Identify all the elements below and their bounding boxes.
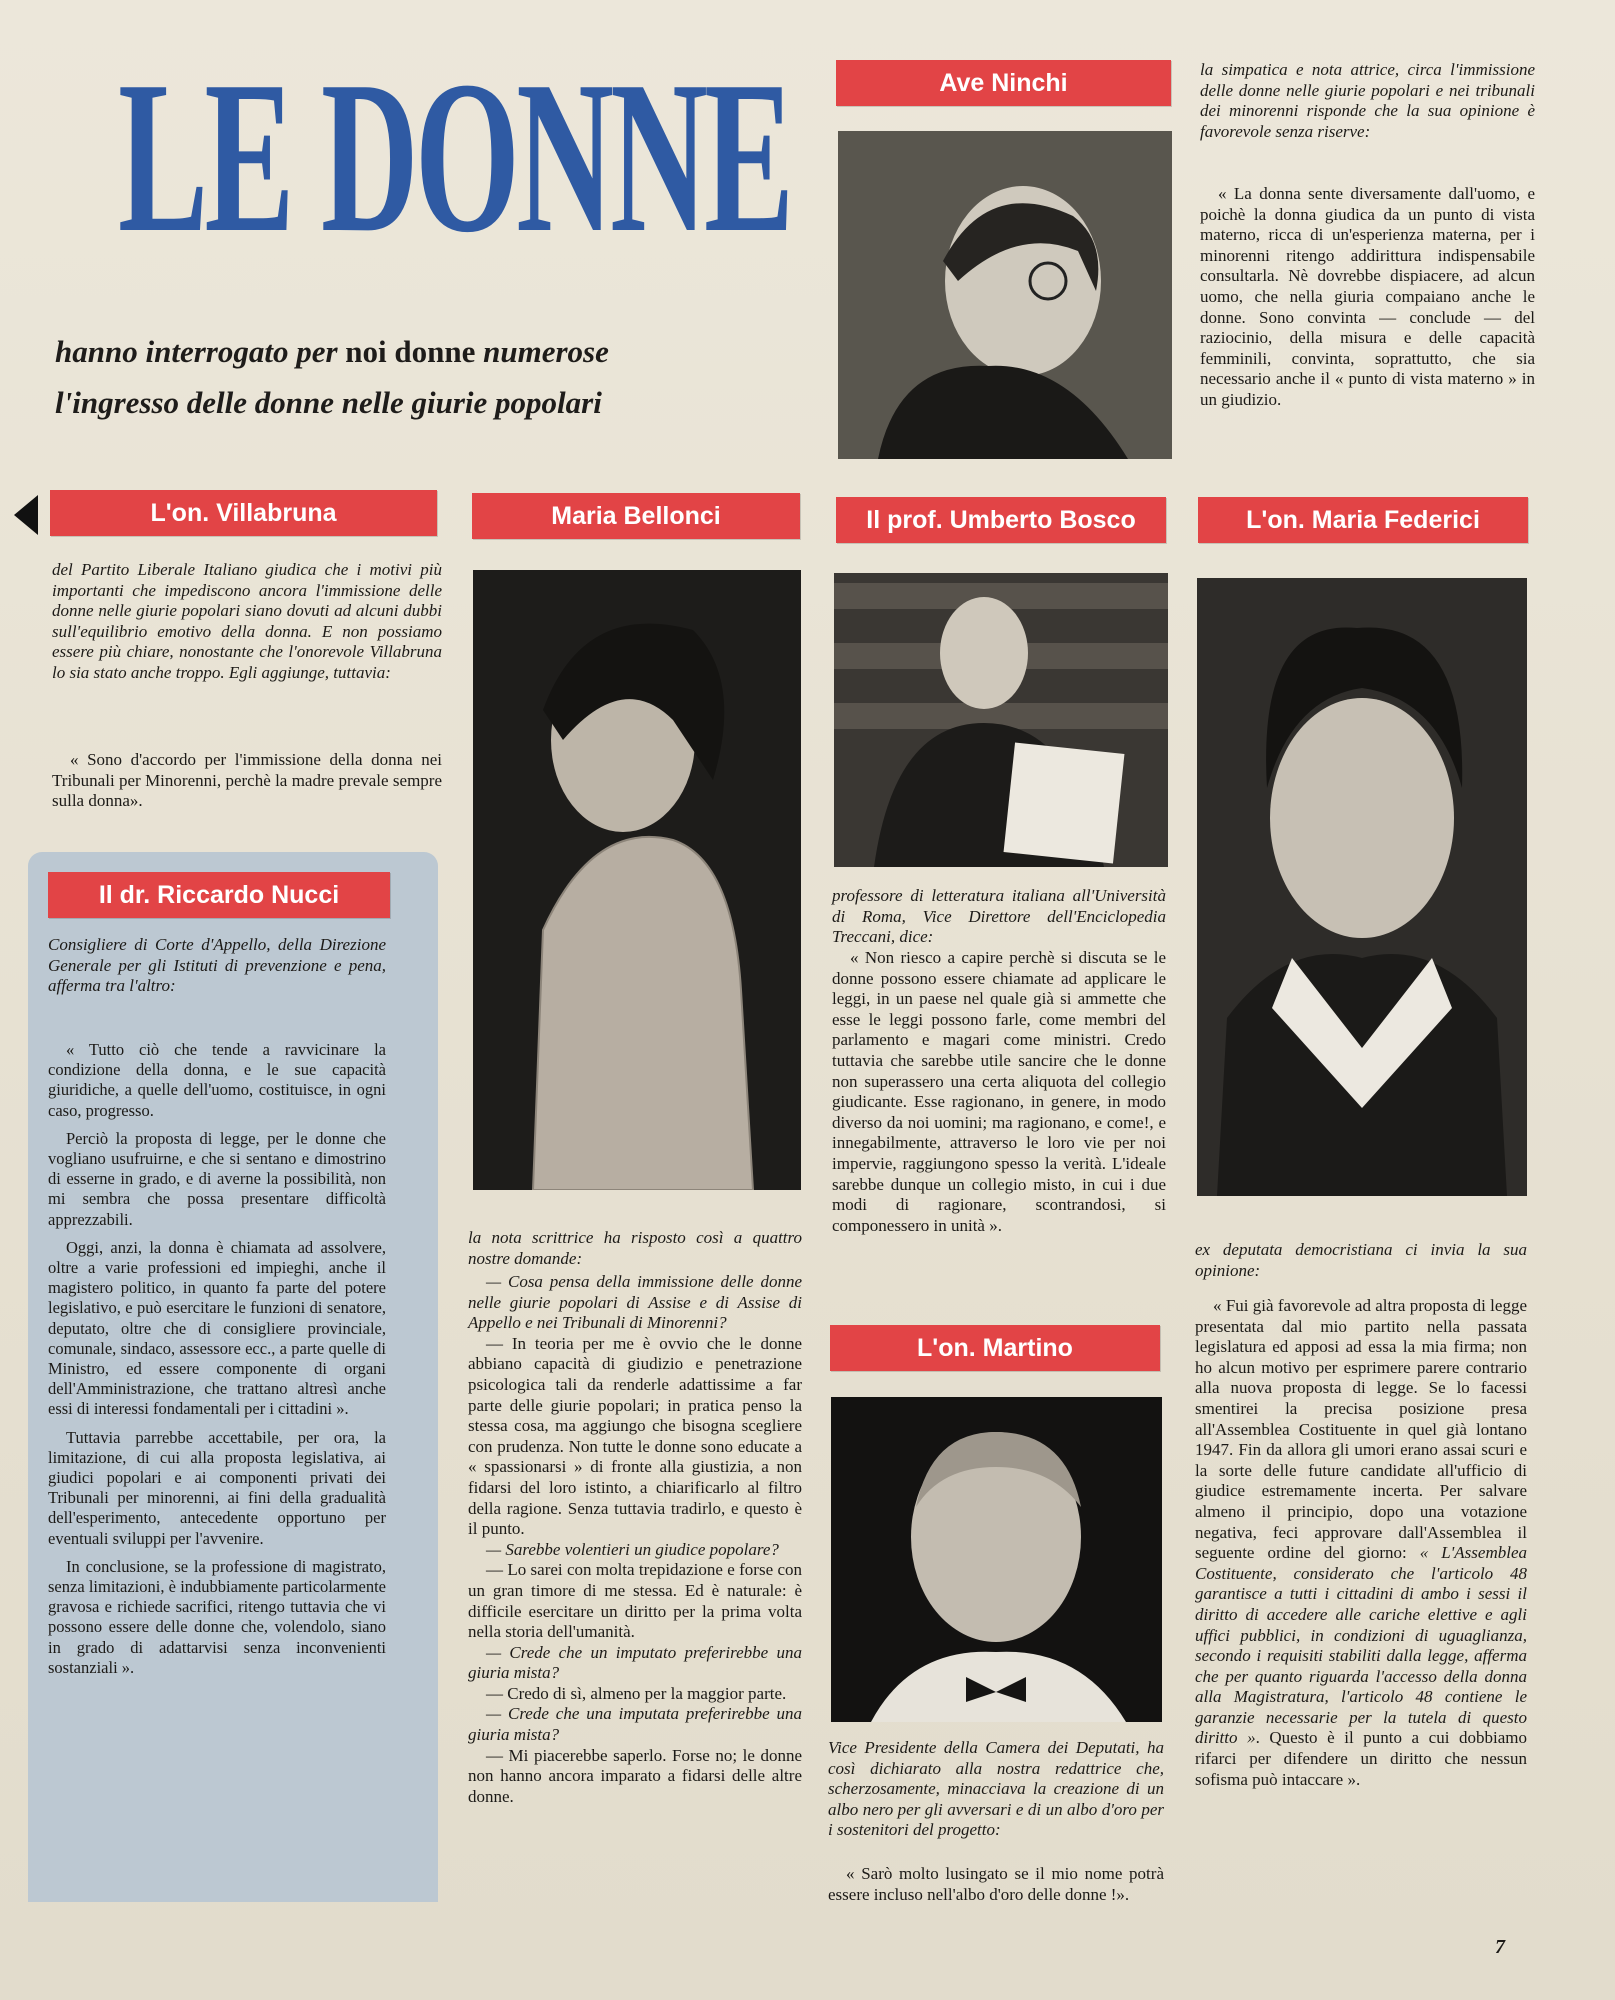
photo-maria-bellonci xyxy=(473,570,801,1190)
bosco-quote: « Non riesco a capire perchè si discuta se le donne possono essere chiamate ad applicare le leggi, in un paese nel quale già si ammette che esse le leggi possono farle, come membri del parlamento e magari come ministri. Credo tuttavia che sarebbe utile sancire che le donne non superassero una certa aliquota del collegio giudicante. Esse ragionano, in genere, in modo diverso da noi uomini; ma ragionano, e come!, e innegabilmente, attraverso le loro vie per noi impervie, raggiungono spesso la verità. L'ideale sarebbe dunque un collegio misto, in cui i due modi di ragionare, scontrandosi, si componessero in unità ». xyxy=(832,948,1166,1235)
photo-martino xyxy=(831,1397,1162,1722)
bellonci-question: — Cosa pensa della immissione delle donne nelle giurie popolari di Assise e di Assise di Appello e nei Tribunali di Minorenni? xyxy=(468,1272,802,1333)
nucci-paragraph: Tuttavia parrebbe accettabile, per ora, la limitazione, di cui alla proposta legislativa, ai giudici popolari e ai componenti privati dei Tribunali per minorenni, ai fini della gradualità dell'esperimento, antecedente opportuno per eventuali sviluppi per l'avvenire. xyxy=(48,1427,386,1548)
martino-quote: « Sarò molto lusingato se il mio nome potrà essere incluso nell'albo d'oro delle donne !». xyxy=(828,1864,1164,1904)
federici-order-of-day: « L'Assemblea Costituente, considerato che l'articolo 48 garantisce a tutti i cittadini di ambo i sessi il diritto di accedere alle cariche elettive e agli uffici pubblici, in condizioni di uguaglianza, secondo i requisiti stabiliti dalla legge, afferma che per quanto riguarda l'accesso della donna alla Magistratura, l'articolo 48 contiene le garanzie necessarie per la tutela di questo diritto » xyxy=(1195,1543,1527,1748)
bellonci-answer: — In teoria per me è ovvio che le donne abbiano capacità di giudizio e penetrazione psicologica tali da renderle adattissime a far parte delle giurie popolari; in pratica penso la stessa cosa, ma aggiungo che bisogna scegliere con prudenza. Non tutte le donne sono educate a « spassionarsi » di fronte alla giustizia, a non fidarsi del loro istinto, a chiarificarlo al filtro della ragione. Senza tuttavia tradirlo, e questo è il punto. xyxy=(468,1333,802,1539)
federici-quote-part: « Fui già favorevole ad altra proposta di legge presentata dal mio partito nella passata legislatura ed apposi ad essa la mia firma; non ho alcun motivo per esprimere parere contrario alla nuova proposta di legge. Se lo facessi smentirei la precisa posizione presa all'Assemblea Costituente in quel già lontano 1947. Fin da allora gli umori erano assai scuri e la sorte delle future candidate all'ufficio di giudice estremamente incerta. Per salvare almeno il principio, dopo una votazione negativa, feci approvare dall'Assemblea il seguente ordine del giorno: xyxy=(1195,1296,1527,1563)
federici-portrait xyxy=(1197,578,1527,1196)
ninchi-intro: la simpatica e nota attrice, circa l'immissione delle donne nelle giurie popolari e nei tribunali dei minorenni risponde che la sua opinione è favorevole senza riserve: xyxy=(1200,60,1535,141)
bosco-intro: professore di letteratura italiana all'Università di Roma, Vice Direttore dell'Enciclopedia Treccani, dice: xyxy=(832,886,1166,947)
bellonci-question: — Crede che una imputata preferirebbe una giuria mista? xyxy=(468,1704,802,1745)
banner-ave-ninchi: Ave Ninchi xyxy=(836,60,1171,106)
banner-riccardo-nucci: Il dr. Riccardo Nucci xyxy=(48,872,390,918)
nucci-intro: Consigliere di Corte d'Appello, della Direzione Generale per gli Istituti di prevenzione e pena, afferma tra l'altro: xyxy=(48,935,386,996)
nucci-paragraph: « Tutto ciò che tende a ravvicinare la condizione della donna, e le sue capacità giuridiche, a quelle dell'uomo, costituisce, in ogni caso, progresso. xyxy=(48,1040,386,1120)
photo-umberto-bosco xyxy=(834,573,1168,867)
bellonci-answer: — Credo di sì, almeno per la maggior parte. xyxy=(486,1683,787,1703)
banner-maria-bellonci: Maria Bellonci xyxy=(472,493,800,539)
nucci-paragraph: In conclusione, se la professione di magistrato, senza limitazioni, è indubbiamente particolarmente gravosa e richiede sacrifici, ritengo tuttavia che vi possono essere delle donne che, volendolo, siano in grado di adattarvisi senza inconvenienti sostanziali ». xyxy=(48,1556,386,1677)
federici-intro: ex deputata democristiana ci invia la sua opinione: xyxy=(1195,1240,1527,1280)
bellonci-intro: la nota scrittrice ha risposto così a quattro nostre domande: xyxy=(468,1228,802,1268)
photo-maria-federici xyxy=(1197,578,1527,1196)
subtitle-line-1 xyxy=(55,334,815,370)
bosco-portrait xyxy=(834,573,1168,867)
federici-quote-end: . Questo è il punto a cui dobbiamo rifarci per difendere un diritto che nessun sofisma può intaccare ». xyxy=(1195,1728,1527,1789)
headline: LE DONNE xyxy=(118,37,791,278)
nucci-paragraph: Oggi, anzi, la donna è chiamata ad assolvere, oltre a varie professioni ed impieghi, anche il magistero politico, in quanto fa parte del potere legislativo, e può esercitare le funzioni di senatore, deputato, oltre che di consigliere provinciale, comunale, sindaco, assessore ecc., a parte quelle di Ministro, ed essere componente di organi dell'Amministrazione, che trattano altresì anche essi di interessi fondamentali per i cittadini ». xyxy=(48,1237,386,1419)
subtitle-line-2: l'ingresso delle donne nelle giurie popolari xyxy=(55,385,602,420)
subtitle-part-a: hanno interrogato per xyxy=(55,334,346,369)
bellonci-answer: — Lo sarei con molta trepidazione e forse con un gran timore di me stessa. Ed è naturale: è difficile esercitare un diritto per la prima volta nella storia dell'umanità. xyxy=(468,1560,802,1642)
martino-intro: Vice Presidente della Camera dei Deputati, ha così dichiarato alla nostra redattrice che, scherzosamente, minacciava la creazione di un albo nero per gli avversari e di un albo d'oro per i sostenitori del progetto: xyxy=(828,1738,1164,1840)
nucci-body xyxy=(48,1032,386,1678)
banner-villabruna: L'on. Villabruna xyxy=(50,490,437,536)
banner-martino: L'on. Martino xyxy=(830,1325,1160,1371)
subtitle-magazine-name: noi donne xyxy=(345,334,476,369)
bellonci-question: — Crede che un imputato preferirebbe una giuria mista? xyxy=(468,1642,802,1683)
federici-quote xyxy=(1195,1296,1527,1790)
photo-ave-ninchi xyxy=(838,131,1172,459)
bellonci-question: — Sarebbe volentieri un giudice popolare? xyxy=(486,1539,779,1559)
ninchi-quote: « La donna sente diversamente dall'uomo, e poichè la donna giudica da un punto di vista materno, ricca di un'esperienza materna, per i minorenni ritengo addirittura indispensabile consultarla. Nè dovrebbe dispiacere, ad alcun uomo, che nella giuria compaiano anche le donne. Sono convinta — conclude — del raziocinio, della misura e delle capacità femminili, convinta, soprattutto, che sia necessario anche il « punto di vista materno » in un giudizio. xyxy=(1200,184,1535,409)
bellonci-answer: — Mi piacerebbe saperlo. Forse no; le donne non hanno ancora imparato a fidarsi delle altre donne. xyxy=(468,1745,802,1806)
continuation-marker xyxy=(14,495,38,535)
martino-portrait xyxy=(831,1397,1162,1722)
banner-umberto-bosco: Il prof. Umberto Bosco xyxy=(836,497,1166,543)
banner-maria-federici: L'on. Maria Federici xyxy=(1198,497,1528,543)
bellonci-qa xyxy=(468,1272,802,1807)
villabruna-quote: « Sono d'accordo per l'immissione della donna nei Tribunali per Minorenni, perchè la madre prevale sempre sulla donna». xyxy=(52,750,442,811)
nucci-paragraph: Perciò la proposta di legge, per le donne che vogliano usufruirne, e che si sentano e dimostrino di esserne in grado, e di averne la possibilità, non mi sembra che possa presentare difficoltà apprezzabili. xyxy=(48,1128,386,1229)
subtitle-part-c: numerose xyxy=(475,334,609,369)
bellonci-portrait xyxy=(473,570,801,1190)
page-number: 7 xyxy=(1495,1936,1505,1958)
ninchi-portrait xyxy=(838,131,1172,459)
villabruna-intro: del Partito Liberale Italiano giudica che i motivi più importanti che impediscono ancora l'immissione delle donne nelle giurie popolari siano dovuti ad alcuni dubbi sull'equilibrio emotivo della donna. E non possiamo essere più chiare, nonostante che l'onorevole Villabruna lo sia stato anche troppo. Egli aggiunge, tuttavia: xyxy=(52,560,442,682)
